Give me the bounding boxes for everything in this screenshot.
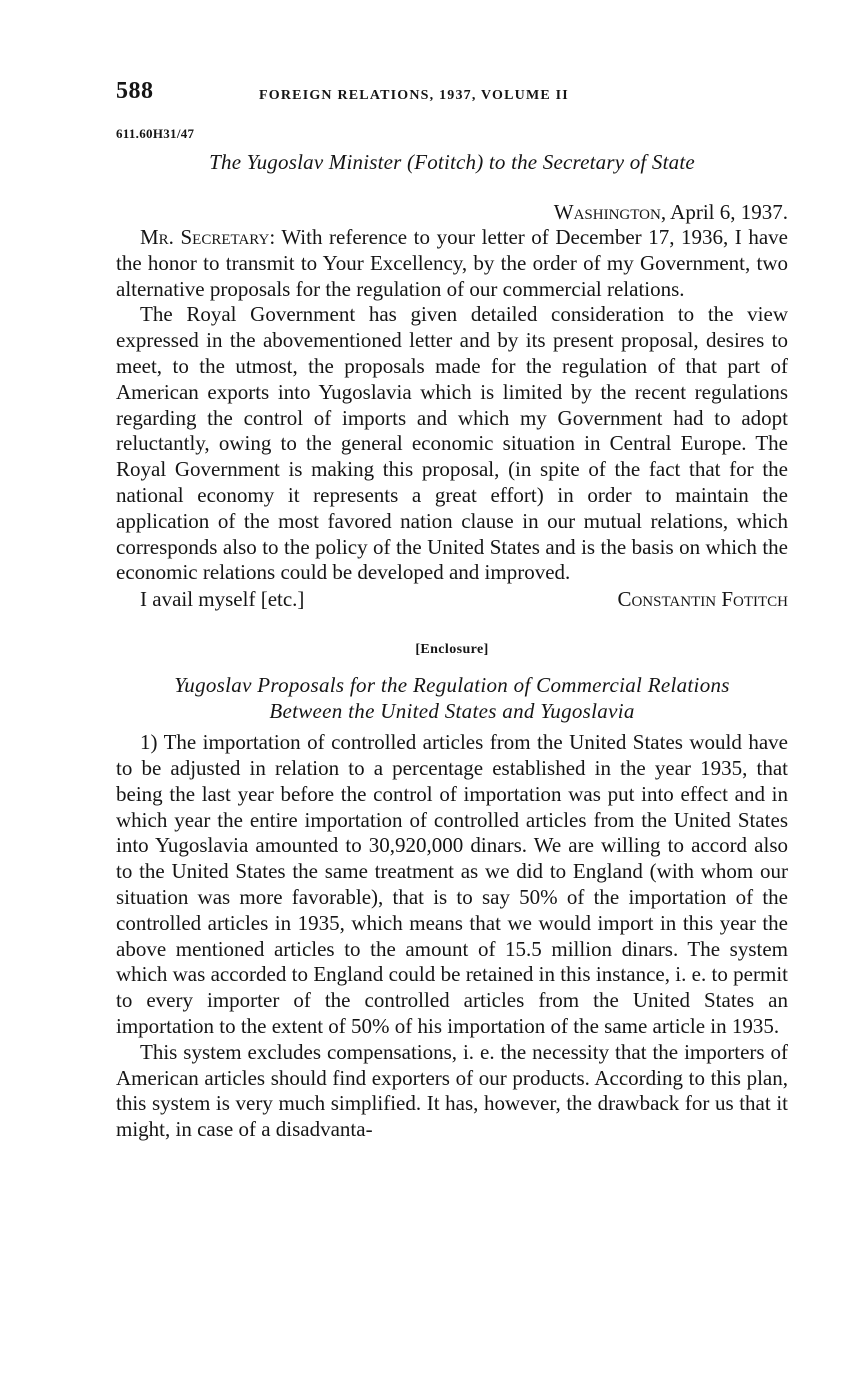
salutation: Mr. Secretary [140, 225, 270, 249]
letter-paragraph [116, 225, 788, 302]
enclosure-label: [Enclosure] [415, 642, 489, 658]
enclosure-title [116, 672, 788, 724]
dateline-place: Washington [553, 200, 661, 224]
letter-paragraph: The Royal Government has given detailed consideration to the view expressed in the abovementioned letter and by its present proposal, desires to meet, to the utmost, the proposals made for the regulation of that part of American exports into Yugoslavia which is limited by the recent regulations regarding the control of imports and which my Government had to adopt reluctantly, owing to the general economic situation in Central Europe. The Royal Government is making this proposal, (in spite of the fact that for the national economy it represents a great effort) in order to maintain the application of the most favored nation clause in our mutual relations, which corresponds also to the policy of the United States and is the basis on which the economic relations could be developed and improved. [116, 302, 788, 585]
page-number: 588 [116, 78, 154, 104]
enclosure-paragraph: This system excludes compensations, i. e. the necessity that the importers of American articles should find exporters of our products. According to this plan, this system is very much simplified. It has, however, the drawback for us that it might, in case of a disadvanta- [116, 1039, 788, 1142]
enclosure-paragraph: 1) The importation of controlled articles from the United States would have to be adjusted in relation to a percentage established in the year 1935, that being the last year before the control of importation was put into effect and in which year the entire importation of controlled articles from the United States into Yugoslavia amounted to 30,920,000 dinars. We are willing to accord also to the United States the same treatment as we did to England (with whom our situation was more favorable), that is to say 50% of the importation of the controlled articles in 1935, which means that we would import in this year the above mentioned articles to the amount of 15.5 million dinars. The system which was accorded to England could be retained in this instance, i. e. to permit to every importer of the controlled articles from the United States an importation to the extent of 50% of his importation of the same article in 1935. [116, 730, 788, 1038]
dateline [116, 199, 788, 225]
enclosure-title-line: Yugoslav Proposals for the Regulation of Commercial Relations [174, 673, 730, 698]
letter-paragraph-text: : With reference to your letter of December 17, 1936, I have the honor to transmit to Your Excellency, by the order of my Government, two alternative proposals for the regulation of our commercial relations. [116, 225, 789, 301]
document-title: The Yugoslav Minister (Fotitch) to the Secretary of State [209, 150, 695, 174]
file-number: 611.60H31/47 [116, 126, 195, 141]
running-head-title: FOREIGN RELATIONS, 1937, VOLUME II [259, 88, 569, 103]
letter-closing [116, 586, 788, 613]
document-page [116, 78, 788, 1143]
signature: Constantin Fotitch [617, 587, 788, 612]
closing-formula: I avail myself [etc.] [140, 587, 305, 612]
dateline-date: , April 6, 1937. [660, 200, 788, 224]
running-head [116, 78, 788, 112]
enclosure-title-line: Between the United States and Yugoslavia [269, 699, 635, 724]
